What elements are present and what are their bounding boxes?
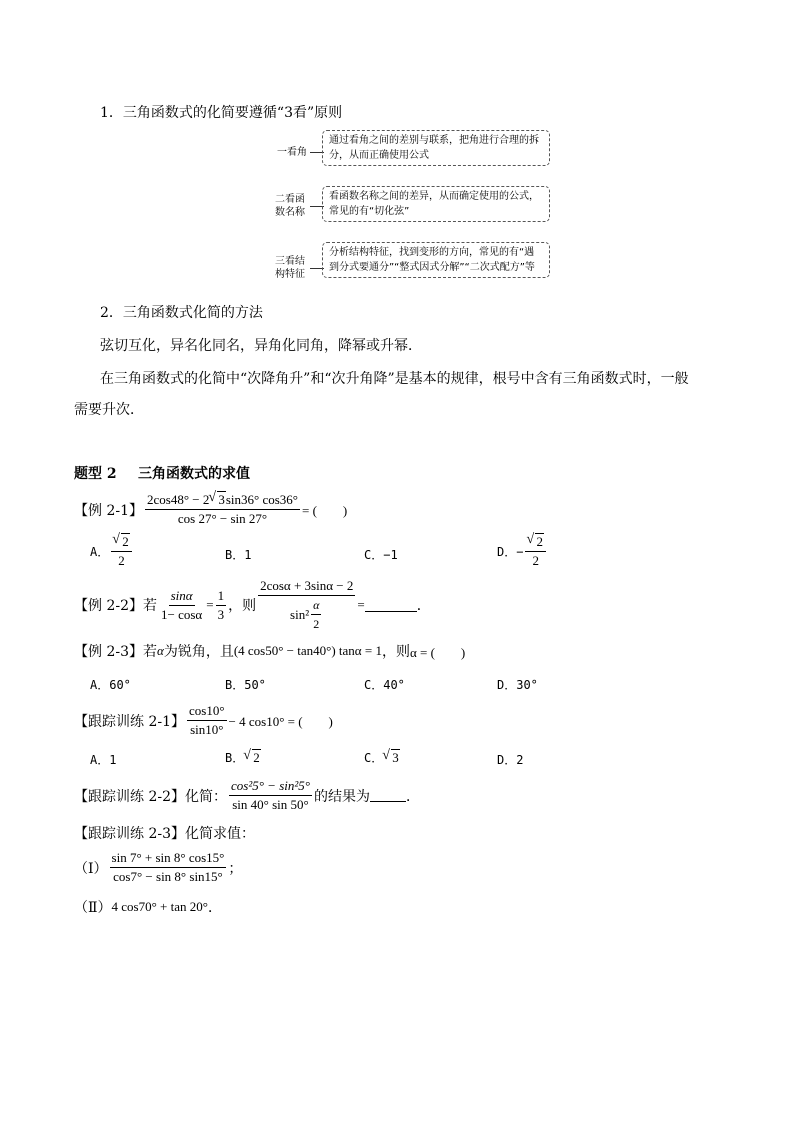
fraction [145,492,300,527]
option-a: A．60° [90,678,131,692]
paragraph-methods: 弦切互化，异名化同名，异角化同角，降幂或升幂． [100,338,422,354]
answer-paren: = ( ) [302,503,348,518]
option-c: C．−1 [364,548,398,562]
answer-blank [365,599,417,612]
diagram-label-1: 一看角 [277,147,307,158]
option-d: D．− √ $\frac{2}{2}$ [497,534,548,569]
tracking-2-1: 【跟踪训练 2-1】 $\frac{\cos 10^\circ}{\sin 10^\circ}$ − 4 cos10° = ( ) [74,703,333,737]
example-2-1 [74,492,347,527]
section-title: 三角函数式的求值 [138,466,250,482]
example-2-3: 【例 2-3】 若 α 为锐角，且 (4 cos50° − tan40°) tanα = 1 ，则 α = ( ) [74,643,466,660]
sqrt: √ 3 [209,492,226,508]
tracking-2-3-part-1: （Ⅰ） $\frac{\sin 7^\circ + \sin 8^\circ \cos 15^\circ}{\cos 7^\circ - \sin 8^\circ \sin 15^\circ}$ ； [74,850,243,884]
option-c: C． √ 3 [364,749,400,766]
option-b: B． √ 2 [225,749,261,766]
paragraph-rule: 在三角函数式的化简中“次降角升”和“次升角降”是基本的规律，根号中含有三角函数式时，一般 [100,371,689,387]
heading-methods: 2．三角函数式化简的方法 [100,305,263,321]
option-c: C．40° [364,678,405,692]
option-a: A．1 [90,753,117,767]
numerator-b: sin36° cos36° [225,492,299,507]
option-d: D．2 [497,753,524,767]
diagram-label-2: 二看函数名称 [275,194,305,218]
answer-blank [370,789,406,802]
tracking-2-2: 【跟踪训练 2-2】 化简： $\frac{\text{cos²5° − sin²5°}}{\sin 40^\circ \sin 50^\circ}$ 的结果为 ． [74,778,420,812]
option-b: B．50° [225,678,266,692]
tracking-2-3: 【跟踪训练 2-3】 化简求值： [74,826,255,842]
example-tag: 【例 2-1】 [74,502,143,519]
paragraph-rule-cont: 需要升次． [74,402,144,418]
diagram-box-3: 分析结构特征，找到变形的方向，常见的有“遇到分式要通分”“整式因式分解”“二次式配方”等 [322,242,550,278]
tracking-2-3-part-2: （Ⅱ） 4 cos70° + tan 20° ． [74,899,222,916]
numerator-a: 2cos48° − 2 [147,492,210,507]
diagram-box-1: 通过看角之间的差别与联系，把角进行合理的拆分，从而正确使用公式 [322,130,550,166]
option-d: D．30° [497,678,538,692]
section-number: 题型 2 [74,466,117,482]
heading-rule-3: 1．三角函数式的化简要遵循“3看”原则 [100,105,343,121]
option-a: A． √ $\frac{2}{2}$ [90,534,134,569]
diagram-box-2: 看函数名称之间的差异，从而确定使用的公式，常见的有“切化弦” [322,186,550,222]
option-b: B．1 [225,548,252,562]
diagram-label-3: 三看结构特征 [275,256,305,280]
denominator: cos 27° − sin 27° [177,511,268,526]
example-2-2: 【例 2-2】 若 $\frac{\sin\alpha}{1- \cos\alpha}$ = $\frac{1}{3}$ ，则 2cosα + 3sinα − 2 sin² $\frac{\alpha}{2}$ = ． [74,578,431,631]
